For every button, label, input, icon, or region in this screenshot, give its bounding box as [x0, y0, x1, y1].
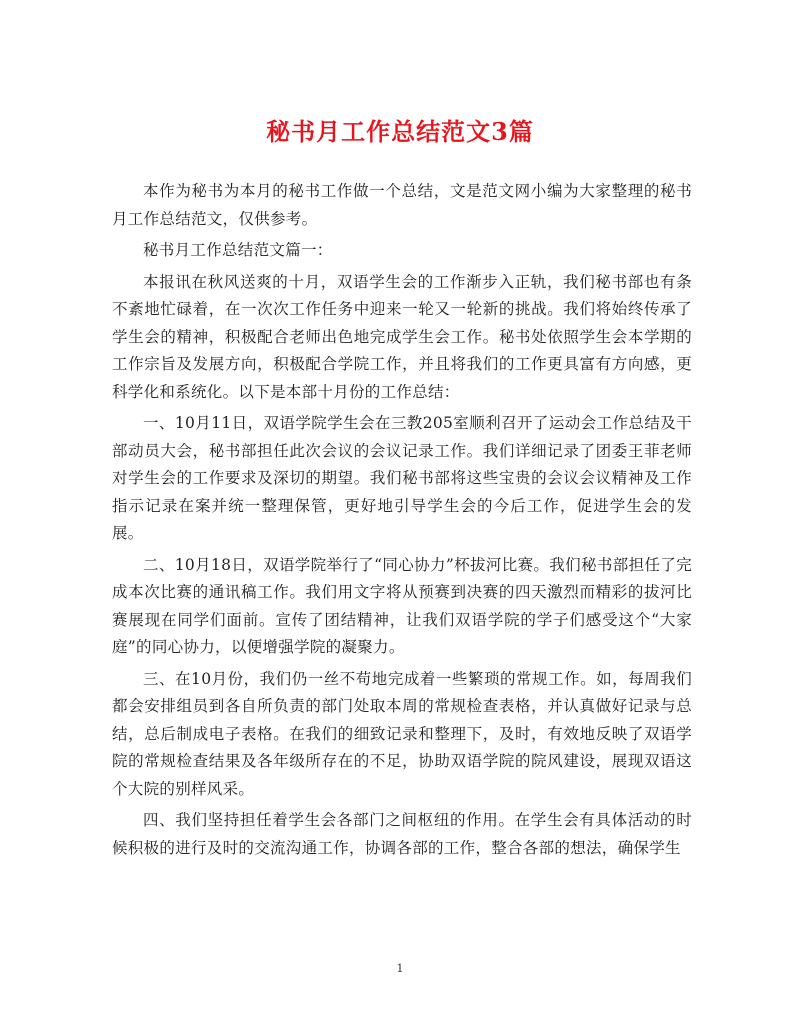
paragraph-item-four: 四、我们坚持担任着学生会各部门之间枢纽的作用。在学生会有具体活动的时候积极的进行及时的交流沟通工作，协调各部的工作，整合各部的想法，确保学生: [112, 811, 692, 857]
document-body: [112, 178, 692, 862]
paragraph-item-two: 二、10月18日，双语学院举行了“同心协力”杯拔河比赛。我们秘书部担任了完成本次比赛的通讯稿工作。我们用文字将从预赛到决赛的四天激烈而精彩的拔河比赛展现在同学们面前。宣传了团结精神，让我们双语学院的学子们感受这个“大家庭”的同心协力，以便增强学院的凝聚力。: [112, 555, 692, 656]
paragraph-overview: 本报讯在秋风送爽的十月，双语学生会的工作渐步入正轨，我们秘书部也有条不紊地忙碌着，在一次次工作任务中迎来一轮又一轮新的挑战。我们将始终传承了学生会的精神，积极配合老师出色地完成学生会工作。秘书处依照学生会本学期的工作宗旨及发展方向，积极配合学院工作，并且将我们的工作更具富有方向感，更科学化和系统化。以下是本部十月份的工作总结：: [112, 272, 692, 401]
page-number: 1: [396, 962, 404, 975]
paragraph-item-one: 一、10月11日，双语学院学生会在三教205室顺利召开了运动会工作总结及干部动员大会，秘书部担任此次会议的会议记录工作。我们详细记录了团委王菲老师对学生会的工作要求及深切的期望。我们秘书部将这些宝贵的会议会议精神及工作指示记录在案并统一整理保管，更好地引导学生会的今后工作，促进学生会的发展。: [112, 414, 692, 542]
paragraph-item-three: 三、在10月份，我们仍一丝不苟地完成着一些繁琐的常规工作。如，每周我们都会安排组员到各自所负责的部门处取本周的常规检查表格，并认真做好记录与总结，总后制成电子表格。在我们的细致记录和整理下，及时，有效地反映了双语学院的常规检查结果及各年级所存在的不足，协助双语学院的院风建设，展现双语这个大院的别样风采。: [112, 669, 692, 798]
paragraph-heading-part-one: 秘书月工作总结范文篇一：: [143, 241, 333, 259]
paragraph-intro: 本作为秘书为本月的秘书工作做一个总结，文是范文网小编为大家整理的秘书月工作总结范文，仅供参考。: [112, 182, 692, 228]
document-title: 秘书月工作总结范文3篇: [266, 117, 534, 146]
